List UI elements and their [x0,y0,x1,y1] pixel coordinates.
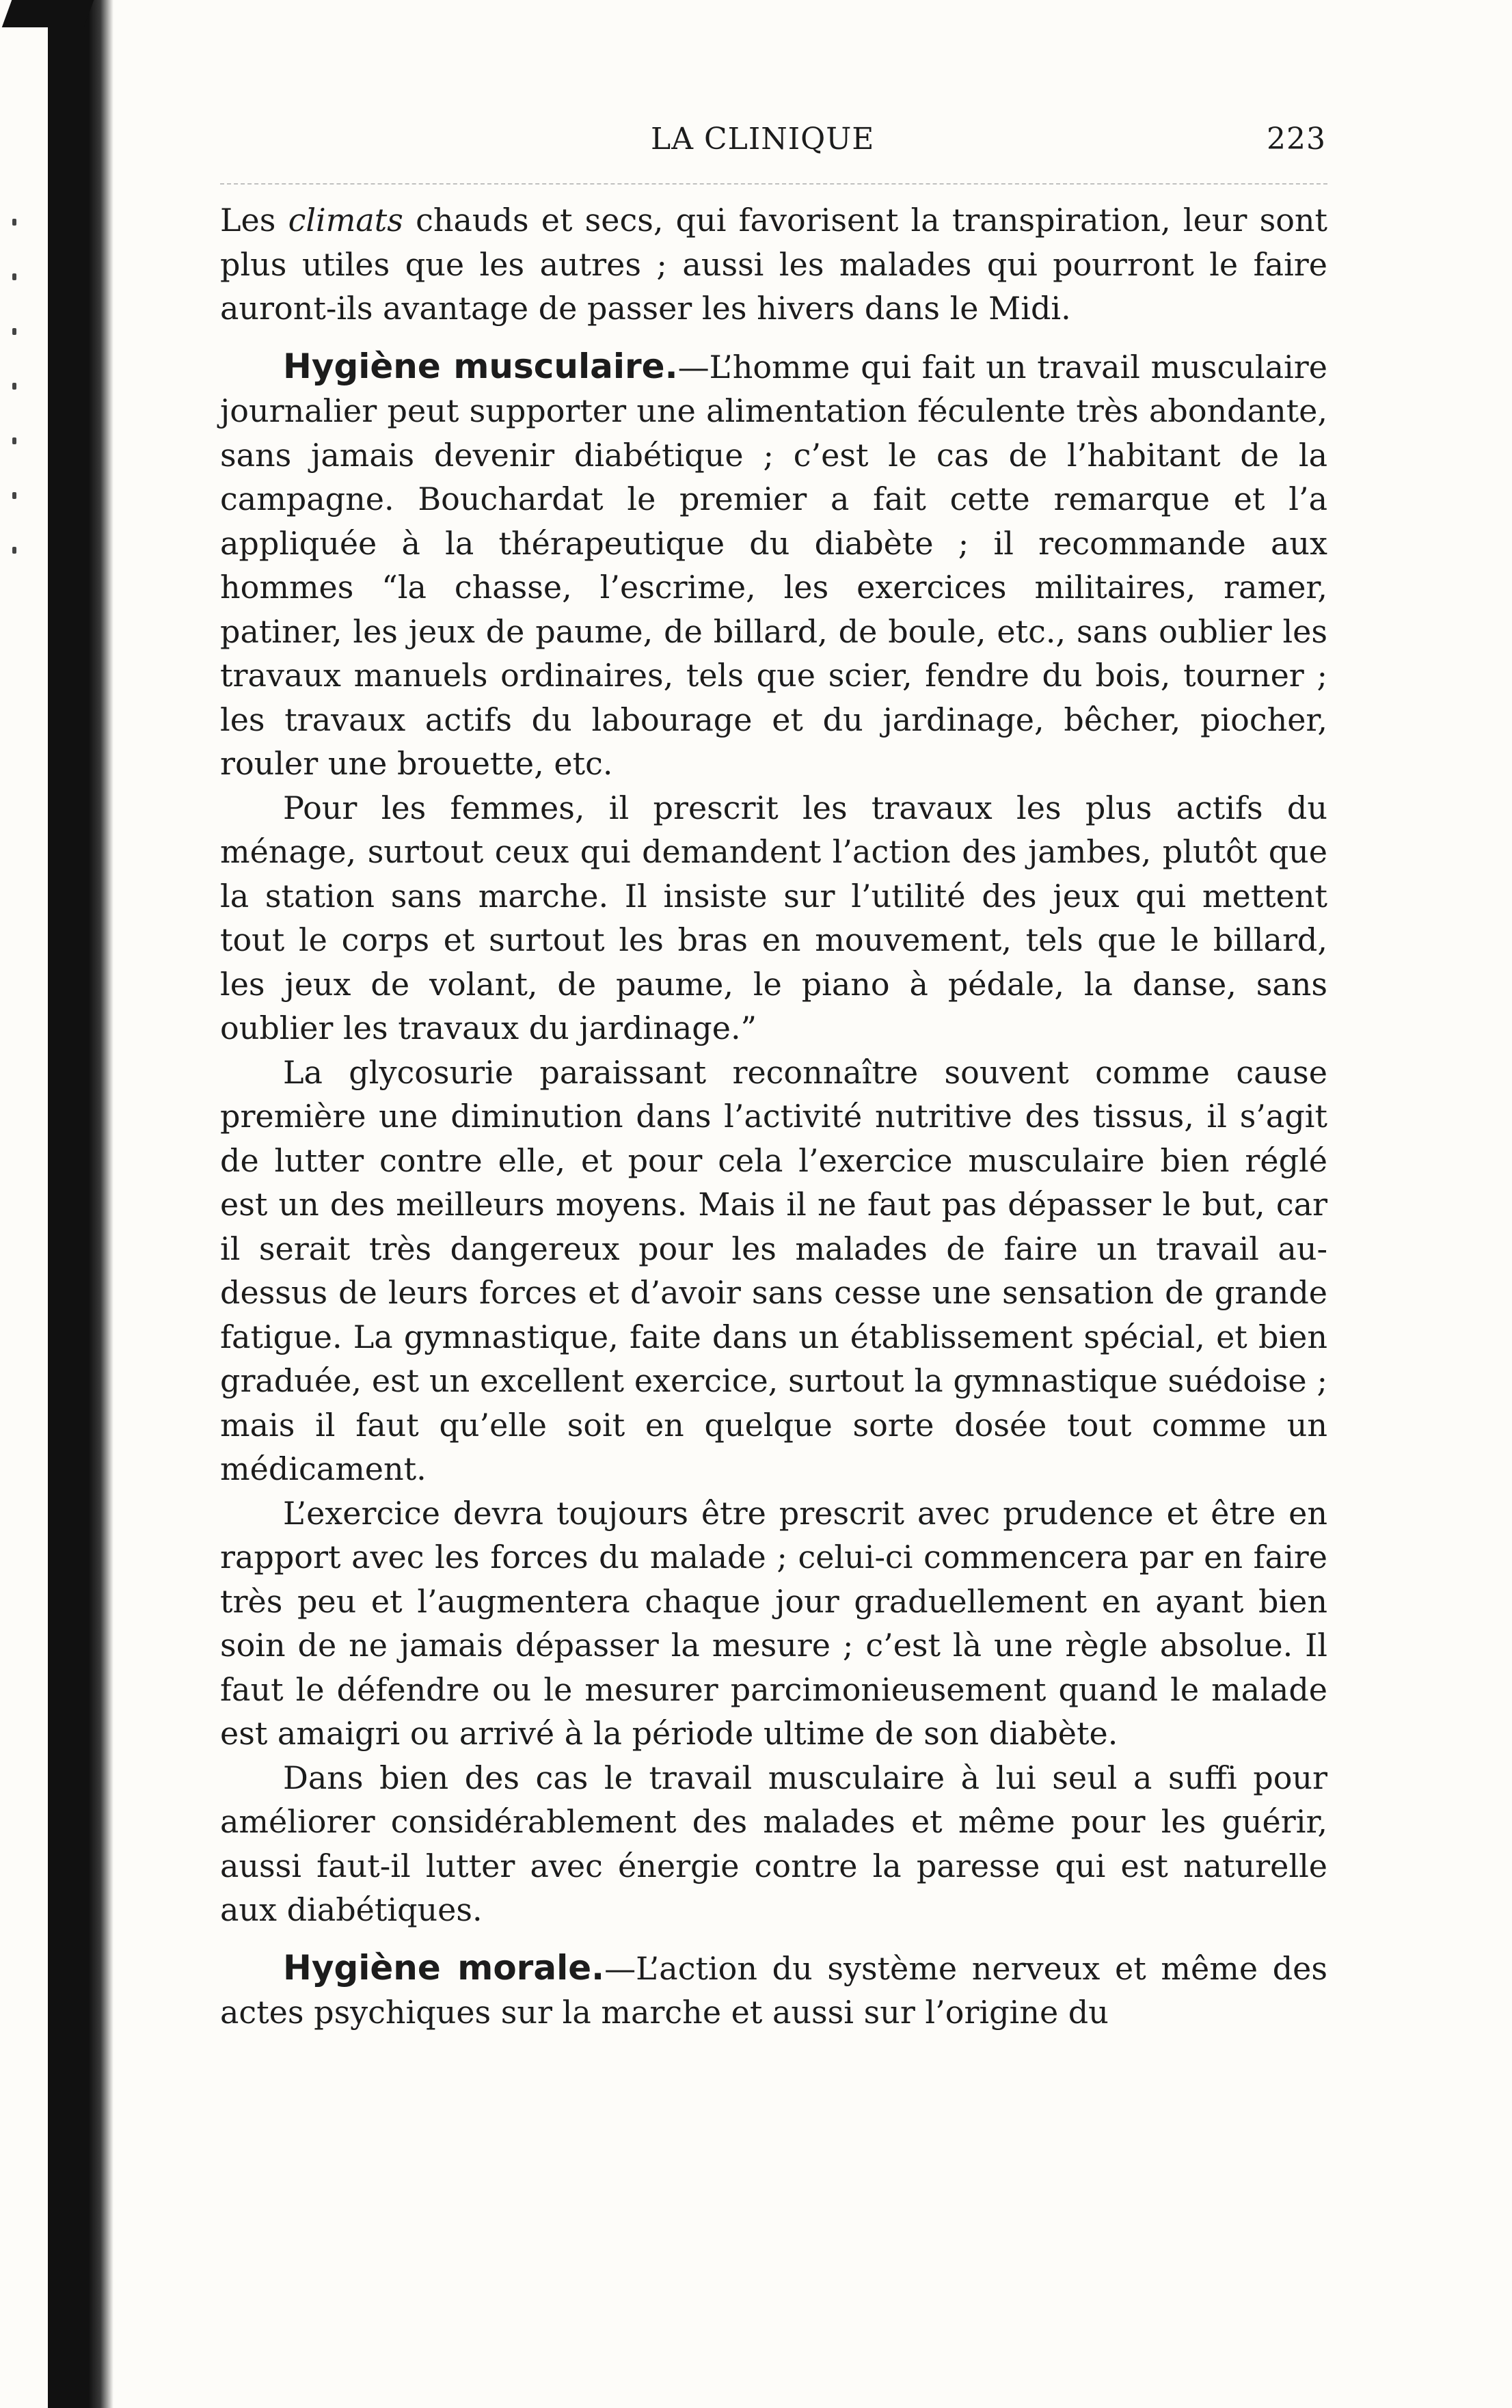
paragraph-text: Les [220,202,288,239]
paragraph-text: chauds et secs, qui favorisent la transpiration, leur sont plus utiles que les autres ; aussi les malades qui pourront le faire auront-ils avantage de passer les hivers dans le Midi. [220,202,1328,327]
spine-corner [2,0,94,27]
paragraph-femmes: Pour les femmes, il prescrit les travaux les plus actifs du ménage, surtout ceux qui demandent l’action des jambes, plutôt que la station sans marche. Il insiste sur l’utilité des jeux qui mettent tout le corps et surtout les bras en mouvement, tels que le billard, les jeux de volant, de paume, le piano à pédale, la danse, sans oublier les travaux du jardinage.” [220,789,1327,1046]
section-heading-morale: Hygiène morale. [283,1947,605,1988]
paragraph-travail: Dans bien des cas le travail musculaire à lui seul a suffi pour améliorer considérablement des malades et même pour les guérir, aussi faut-il lutter avec énergie contre la paresse qui est naturelle aux diabétiques. [220,1759,1327,1928]
book-spine-shadow [48,0,113,2408]
header-rule [220,183,1327,185]
page-header [219,122,1326,163]
paragraph-text: —L’homme qui fait un travail musculaire journalier peut supporter une alimentation féculente très abondante, sans jamais devenir diabétique ; c’est le cas de l’habitant de la campagne. Bouchardat le premier a fait cette remarque et l’a appliquée à la thérapeutique du diabète ; il recommande aux hommes “la chasse, l’escrime, les exercices militaires, ramer, patiner, les jeux de paume, de billard, de boule, etc., sans oublier les travaux manuels ordinaires, tels que scier, fendre du bois, tourner ; les travaux actifs du labourage et du jardinage, bêcher, piocher, rouler une brouette, etc. [220,348,1327,782]
paragraph-text: —L’action du système nerveux et même des actes psychiques sur la marche et aussi sur l’origine du [220,1949,1327,2031]
running-title: LA CLINIQUE [651,122,875,157]
paragraph-exercice: L’exercice devra toujours être prescrit avec prudence et être en rapport avec les forces du malade ; celui-ci commencera par en faire très peu et l’augmentera chaque jour graduellement en ayant bien soin de ne jamais dépasser la mesure ; c’est là une règle absolue. Il faut le défendre ou le mesurer parcimonieusement quand le malade est amaigri ou arrivé à la période ultime de son diabète. [220,1494,1327,1752]
page-body [220,198,1327,2035]
margin-marks [12,219,33,601]
paragraph-glycosurie: La glycosurie paraissant reconnaître souvent comme cause première une diminution dans l’activité nutritive des tissus, il s’agit de lutter contre elle, et pour cela l’exercice musculaire bien réglé est un des meilleurs moyens. Mais il ne faut pas dépasser le but, car il serait très dangereux pour les malades de faire un travail au-dessus de leurs forces et d’avoir sans cesse une sensation de grande fatigue. La gymnastique, faite dans un établissement spécial, et bien graduée, est un excellent exercice, surtout la gymnastique suédoise ; mais il faut qu’elle soit en quelque sorte dosée tout comme un médicament. [220,1053,1327,1487]
page-number: 223 [1267,122,1326,157]
paragraph-hygiene-musculaire [220,344,1327,786]
emphasis-climats: climats [288,202,403,239]
section-heading-musculaire: Hygiène musculaire. [283,346,678,386]
paragraph-climats [220,198,1327,331]
paragraph-hygiene-morale [220,1946,1327,2035]
